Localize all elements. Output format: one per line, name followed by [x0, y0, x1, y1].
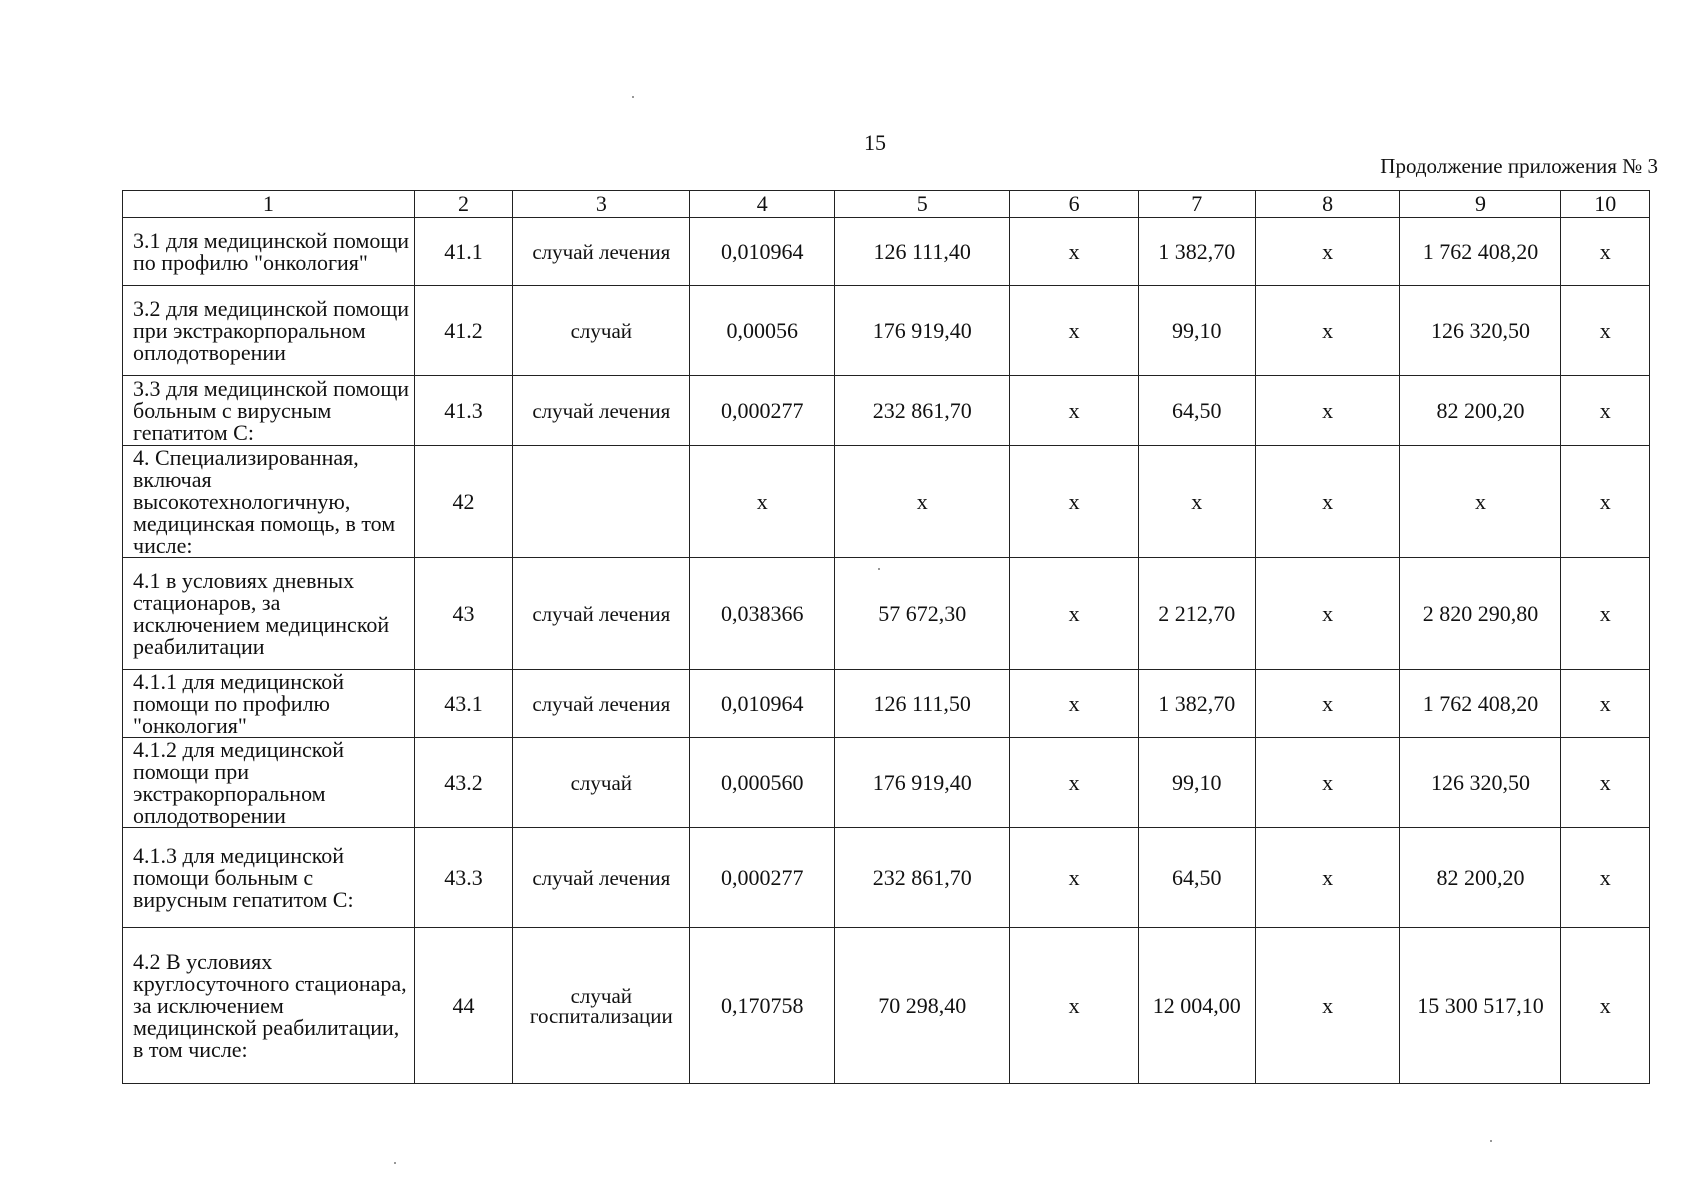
table-row: [123, 558, 1650, 670]
column-number: 3: [513, 191, 690, 218]
cell-col4: 0,000277: [690, 828, 835, 928]
cell-col7: 1 382,70: [1138, 670, 1255, 738]
cell-col7: 12 004,00: [1138, 928, 1255, 1084]
cell-col6: х: [1010, 446, 1139, 558]
cell-col9: 1 762 408,20: [1400, 218, 1561, 286]
row-code: 43.2: [414, 738, 513, 828]
cell-col9: 82 200,20: [1400, 376, 1561, 446]
table-row: [123, 286, 1650, 376]
row-name: 3.3 для медицинской помощи больным с вирусным гепатитом С:: [123, 376, 415, 446]
row-code: 41.2: [414, 286, 513, 376]
cell-col8: х: [1255, 558, 1400, 670]
table-row: [123, 670, 1650, 738]
cell-col8: х: [1255, 928, 1400, 1084]
row-unit: [513, 446, 690, 558]
cell-col5: 126 111,50: [835, 670, 1010, 738]
row-code: 44: [414, 928, 513, 1084]
row-code: 43.1: [414, 670, 513, 738]
row-unit: случай лечения: [513, 670, 690, 738]
cell-col5: 176 919,40: [835, 286, 1010, 376]
cell-col10: х: [1561, 286, 1650, 376]
column-number: 9: [1400, 191, 1561, 218]
row-unit: случай лечения: [513, 376, 690, 446]
row-name: 4.1 в условиях дневных стационаров, за исключением медицинской реабилитации: [123, 558, 415, 670]
scan-speck: [394, 1162, 396, 1164]
cell-col5: 176 919,40: [835, 738, 1010, 828]
cell-col10: х: [1561, 446, 1650, 558]
cell-col4: 0,038366: [690, 558, 835, 670]
row-name: 4.1.2 для медицинской помощи при экстракорпоральном оплодотворении: [123, 738, 415, 828]
row-name: 3.1 для медицинской помощи по профилю "онкология": [123, 218, 415, 286]
row-unit: случай лечения: [513, 828, 690, 928]
column-number: 6: [1010, 191, 1139, 218]
cell-col10: х: [1561, 218, 1650, 286]
row-name: 4. Специализированная, включая высокотехнологичную, медицинская помощь, в том числе:: [123, 446, 415, 558]
column-number: 10: [1561, 191, 1650, 218]
cell-col5: 57 672,30: [835, 558, 1010, 670]
row-unit: случай госпитализации: [513, 928, 690, 1084]
row-unit: случай лечения: [513, 558, 690, 670]
cell-col9: 15 300 517,10: [1400, 928, 1561, 1084]
cell-col9: х: [1400, 446, 1561, 558]
cell-col7: 99,10: [1138, 738, 1255, 828]
cell-col6: х: [1010, 558, 1139, 670]
cell-col5: 126 111,40: [835, 218, 1010, 286]
cell-col10: х: [1561, 828, 1650, 928]
appendix-continuation-note: Продолжение приложения № 3: [1380, 154, 1658, 178]
cell-col7: 2 212,70: [1138, 558, 1255, 670]
table-row: [123, 376, 1650, 446]
column-number: 8: [1255, 191, 1400, 218]
cell-col6: х: [1010, 286, 1139, 376]
cell-col10: х: [1561, 376, 1650, 446]
cell-col4: 0,010964: [690, 670, 835, 738]
cell-col8: х: [1255, 446, 1400, 558]
row-code: 43: [414, 558, 513, 670]
column-number: 5: [835, 191, 1010, 218]
row-name: 3.2 для медицинской помощи при экстракорпоральном оплодотворении: [123, 286, 415, 376]
cell-col9: 126 320,50: [1400, 286, 1561, 376]
cell-col6: х: [1010, 738, 1139, 828]
cell-col8: х: [1255, 218, 1400, 286]
cell-col7: х: [1138, 446, 1255, 558]
table-row: [123, 928, 1650, 1084]
cell-col7: 99,10: [1138, 286, 1255, 376]
cell-col6: х: [1010, 218, 1139, 286]
table-row: [123, 738, 1650, 828]
cell-col6: х: [1010, 828, 1139, 928]
row-unit: случай: [513, 738, 690, 828]
scan-speck: [632, 96, 634, 98]
row-code: 43.3: [414, 828, 513, 928]
table-row: [123, 828, 1650, 928]
cell-col6: х: [1010, 928, 1139, 1084]
row-unit: случай лечения: [513, 218, 690, 286]
cell-col9: 82 200,20: [1400, 828, 1561, 928]
row-name: 4.2 В условиях круглосуточного стационара, за исключением медицинской реабилитации, в том числе:: [123, 928, 415, 1084]
cell-col8: х: [1255, 828, 1400, 928]
cell-col7: 64,50: [1138, 376, 1255, 446]
cell-col8: х: [1255, 738, 1400, 828]
cell-col10: х: [1561, 738, 1650, 828]
appendix-table: [122, 190, 1650, 1084]
scan-speck: [1490, 1140, 1492, 1142]
row-code: 41.3: [414, 376, 513, 446]
cell-col10: х: [1561, 928, 1650, 1084]
row-name: 4.1.3 для медицинской помощи больным с вирусным гепатитом С:: [123, 828, 415, 928]
column-number: 7: [1138, 191, 1255, 218]
cell-col10: х: [1561, 670, 1650, 738]
cell-col6: х: [1010, 670, 1139, 738]
cell-col5: 70 298,40: [835, 928, 1010, 1084]
cell-col4: 0,010964: [690, 218, 835, 286]
cell-col9: 126 320,50: [1400, 738, 1561, 828]
cell-col7: 64,50: [1138, 828, 1255, 928]
row-name: 4.1.1 для медицинской помощи по профилю "онкология": [123, 670, 415, 738]
row-code: 42: [414, 446, 513, 558]
column-number: 1: [123, 191, 415, 218]
cell-col4: х: [690, 446, 835, 558]
cell-col4: 0,00056: [690, 286, 835, 376]
cell-col5: х: [835, 446, 1010, 558]
cell-col4: 0,000277: [690, 376, 835, 446]
cell-col10: х: [1561, 558, 1650, 670]
table-row: [123, 218, 1650, 286]
column-number: 4: [690, 191, 835, 218]
cell-col6: х: [1010, 376, 1139, 446]
cell-col5: 232 861,70: [835, 828, 1010, 928]
cell-col9: 1 762 408,20: [1400, 670, 1561, 738]
cell-col8: х: [1255, 286, 1400, 376]
table-row: [123, 446, 1650, 558]
scan-speck: [878, 568, 880, 570]
cell-col8: х: [1255, 670, 1400, 738]
column-number-row: [123, 191, 1650, 218]
cell-col5: 232 861,70: [835, 376, 1010, 446]
page-number: 15: [864, 130, 886, 155]
cell-col9: 2 820 290,80: [1400, 558, 1561, 670]
cell-col4: 0,170758: [690, 928, 835, 1084]
row-code: 41.1: [414, 218, 513, 286]
cell-col4: 0,000560: [690, 738, 835, 828]
cell-col7: 1 382,70: [1138, 218, 1255, 286]
cell-col8: х: [1255, 376, 1400, 446]
row-unit: случай: [513, 286, 690, 376]
column-number: 2: [414, 191, 513, 218]
